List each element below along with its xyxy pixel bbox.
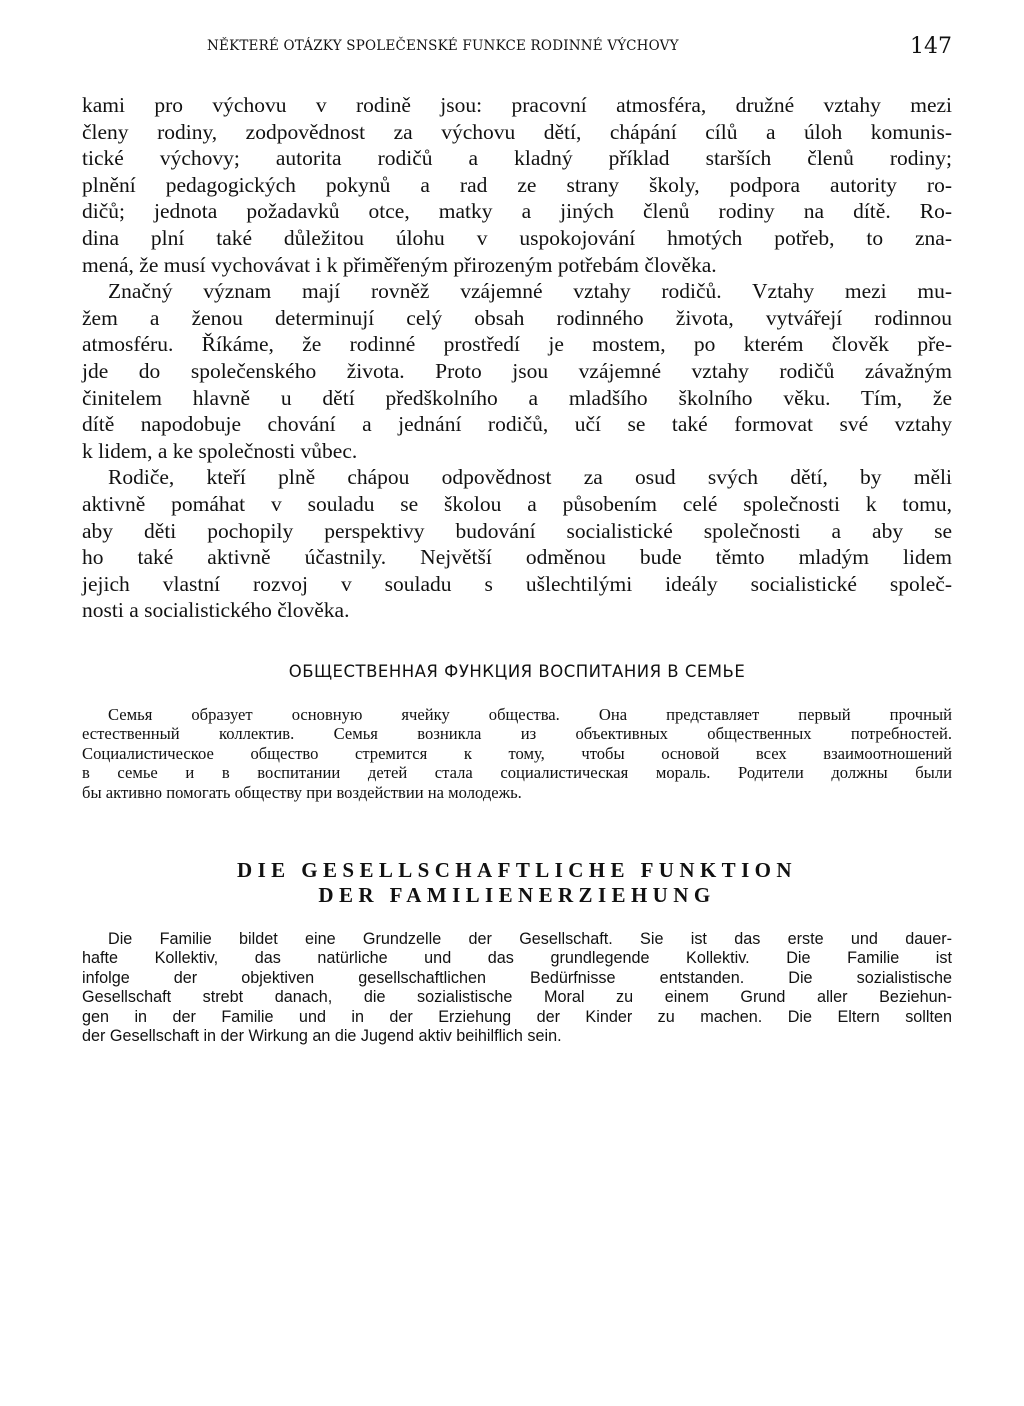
text-line: k lidem, a ke společnosti vůbec. (82, 438, 358, 463)
text-line: tické výchovy; autorita rodičů a kladný příklad starších členů rodiny; (82, 146, 952, 171)
text-line: dina plní také důležitou úlohu v uspokojování hmotých potřeb, to zna- (82, 225, 952, 250)
text-line: atmosféru. Říkáme, že rodinné prostředí je mostem, po kterém člověk pře- (82, 332, 952, 357)
text-line: Rodiče, kteří plně chápou odpovědnost za osud svých dětí, by měli (108, 465, 952, 490)
text-line: jde do společenského života. Proto jsou vzájemné vztahy rodičů závažným (82, 358, 952, 383)
text-line: mená, že musí vychovávat i k přiměřeným přirozeným potřebám člověka. (82, 252, 717, 277)
russian-summary-text (82, 705, 952, 802)
running-header (82, 34, 952, 64)
text-line: nosti a socialistického člověka. (82, 598, 350, 623)
text-line: dítě napodobuje chování a jednání rodičů, učí se také formovat své vztahy (82, 412, 952, 437)
text-line: в семье и в воспитании детей стала социалистическая мораль. Родители должны были (82, 763, 952, 783)
text-line: aby děti pochopily perspektivy budování socialistické společnosti a aby se (82, 518, 952, 543)
text-line: infolge der objektiven gesellschaftlichen Bedürfnisse entstanden. Die sozialistische (82, 968, 952, 987)
running-title: NĚKTERÉ OTÁZKY SPOLEČENSKÉ FUNKCE RODINNÉ VÝCHOVY (207, 38, 679, 54)
text-line: dičů; jednota požadavků otce, matky a jiných členů rodiny na dítě. Ro- (82, 199, 952, 224)
text-line: Семья образует основную ячейку общества. Она представляет первый прочный (108, 705, 952, 724)
text-line: gen in der Familie und in der Erziehung der Kinder zu machen. Die Eltern sollten (82, 1007, 952, 1026)
text-line: der Gesellschaft in der Wirkung an die Jugend aktiv beihilflich sein. (82, 1026, 562, 1045)
heading-line: DER FAMILIENERZIEHUNG (318, 883, 716, 907)
text-line: естественный коллектив. Семья возникла из объективных общественных потребностей. (82, 724, 952, 744)
text-line: plnění pedagogických pokynů a rad ze strany školy, podpora autority ro- (82, 172, 952, 197)
text-line: бы активно помогать обществу при воздействии на молодежь. (82, 782, 522, 802)
text-line: hafte Kollektiv, das natürliche und das grundlegende Kollektiv. Die Familie ist (82, 949, 952, 968)
heading-line: DIE GESELLSCHAFTLICHE FUNKTION (237, 858, 797, 882)
text-line: žem a ženou determinují celý obsah rodinného života, vytvářejí rodinnou (82, 305, 952, 330)
text-line: Социалистическое общество стремится к тому, чтобы основой всех взаимоотношений (82, 743, 952, 763)
page-number: 147 (910, 34, 952, 59)
text-line: Značný význam mají rovněž vzájemné vztahy rodičů. Vztahy mezi mu- (108, 279, 952, 304)
german-summary-heading (82, 858, 952, 908)
russian-summary-heading: ОБЩЕСТВЕННАЯ ФУНКЦИЯ ВОСПИТАНИЯ В СЕМЬЕ (288, 662, 746, 681)
text-line: členy rodiny, zodpovědnost za výchovu dětí, chápání cílů a úloh komunis- (82, 119, 952, 144)
text-line: Gesellschaft strebt danach, die sozialistische Moral zu einem Grund aller Beziehun- (82, 988, 952, 1007)
text-line: ho také aktivně účastnily. Největší odměnou bude těmto mladým lidem (82, 545, 952, 570)
text-line: aktivně pomáhat v souladu se školou a působením celé společnosti k tomu, (82, 491, 952, 516)
text-line: činitelem hlavně u dětí předškolního a mladšího školního věku. Tím, že (82, 385, 952, 410)
text-line: kami pro výchovu v rodině jsou: pracovní atmosféra, družné vztahy mezi (82, 93, 952, 117)
czech-body-text (82, 92, 952, 624)
german-summary-text (82, 930, 952, 1046)
text-line: jejich vlastní rozvoj v souladu s ušlechtilými ideály socialistické společ- (82, 571, 952, 596)
text-line: Die Familie bildet eine Grundzelle der Gesellschaft. Sie ist das erste und dauer- (108, 930, 952, 948)
